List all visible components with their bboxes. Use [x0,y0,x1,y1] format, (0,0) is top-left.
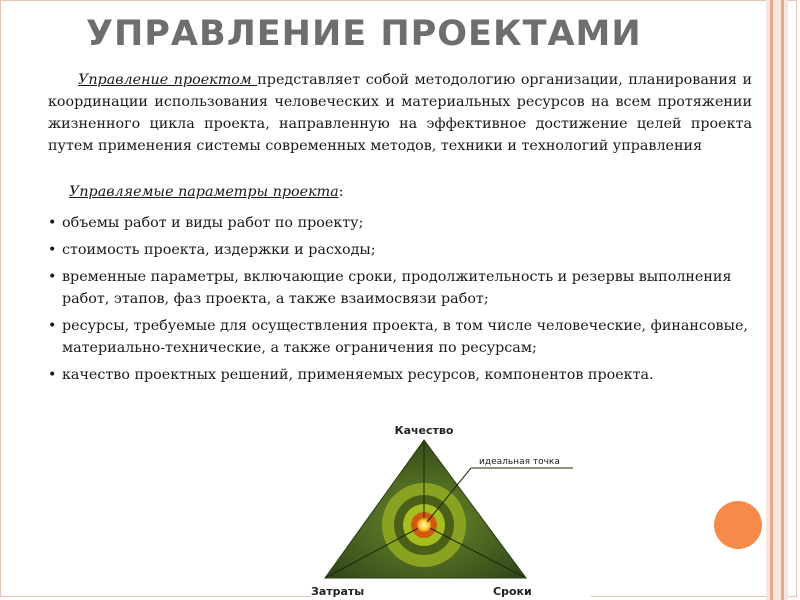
list-item: • временные параметры, включающие сроки, продолжительность и резервы выполнения работ, этапов, фаз проекта, а также взаимосвязи работ; [48,266,760,310]
label-quality: Качество [394,425,454,437]
intro-term: Управление проектом [78,72,258,88]
label-ideal-point: идеальная точка [479,457,560,467]
decorative-orange-circle [714,501,762,549]
params-heading-colon: : [338,184,344,200]
list-item: • качество проектных решений, применяемых ресурсов, компонентов проекта. [48,364,760,386]
params-heading [69,184,344,200]
label-cost: Затраты [311,585,365,598]
right-decor-line [781,0,784,600]
label-time: Сроки [493,585,532,598]
right-decor-line [770,0,773,600]
params-list [48,212,760,386]
list-item: • объемы работ и виды работ по проекту; [48,212,760,234]
list-item: • ресурсы, требуемые для осуществления проекта, в том числе человеческие, финансовые, материально-технические, а также ограничения по ресурсам; [48,315,760,359]
intro-text: представляет собой методологию организации, планирования и координации использования человеческих и материальных ресурсов на всем протяжении жизненного цикла проекта, направленную на эффективное достижение целей проекта путем применения системы современных методов, техники и технологий управления [48,72,752,154]
params-heading-text: Управляемые параметры проекта [69,184,339,200]
intro-paragraph [48,69,752,157]
list-item: • стоимость проекта, издержки и расходы; [48,239,760,261]
project-triangle-diagram [311,425,591,600]
slide-title: УПРАВЛЕНИЕ ПРОЕКТАМИ [86,14,642,54]
